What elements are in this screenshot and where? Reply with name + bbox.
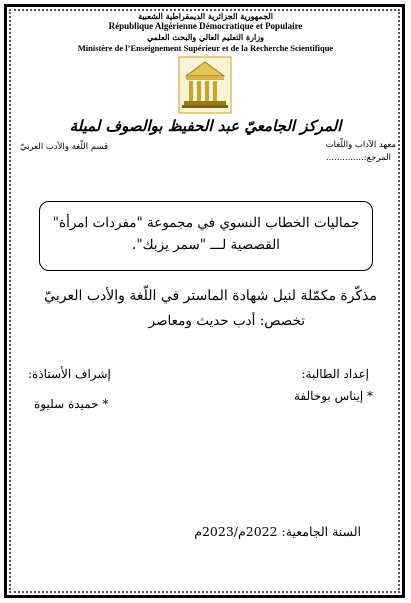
academic-year: السنة الجامعية: 2022م/2023م: [194, 524, 361, 539]
student-name: * إيناس بوخالفة: [293, 389, 373, 403]
university-logo-icon: [178, 56, 232, 114]
university-center-name: المركز الجامعيّ عبد الحفيظ بوالصوف لميلة: [69, 117, 342, 135]
thesis-title-line2: القصصية لـــ "سمر يزبك".: [132, 237, 280, 253]
specialty: تخصص: أدب حديث ومعاصر: [148, 313, 305, 329]
republic-french: République Algérienne Démocratique et Populaire: [108, 21, 303, 31]
supervised-by-label: إشراف الأستاذة:: [28, 367, 111, 381]
department-name: قسم اللّغة والأدب العربيّ: [20, 142, 109, 152]
ministry-arabic: وزارة التعليم العالي والبحث العلمي: [147, 32, 264, 42]
thesis-title-line1: جماليات الخطاب النسوي في مجموعة "مفردات امرأة": [52, 215, 360, 231]
institute-name: معهد الآداب واللّغات: [325, 140, 396, 150]
memo-description: مذكّرة مكمّلة لنيل شهادة الماستر في اللّغة والأدب العربيّ: [44, 288, 377, 304]
supervisor-name: * حميدة سليوة: [34, 397, 109, 411]
thesis-title-box: [39, 201, 373, 271]
republic-arabic: الجمهورية الجزائرية الديمقراطية الشعبية: [138, 11, 273, 21]
ministry-french: Ministère de l’Enseignement Supérieur et de la Recherche Scientifique: [77, 43, 334, 53]
reference-number: المرجع:..............: [325, 153, 391, 163]
prepared-by-label: إعداد الطالبة:: [301, 367, 369, 381]
